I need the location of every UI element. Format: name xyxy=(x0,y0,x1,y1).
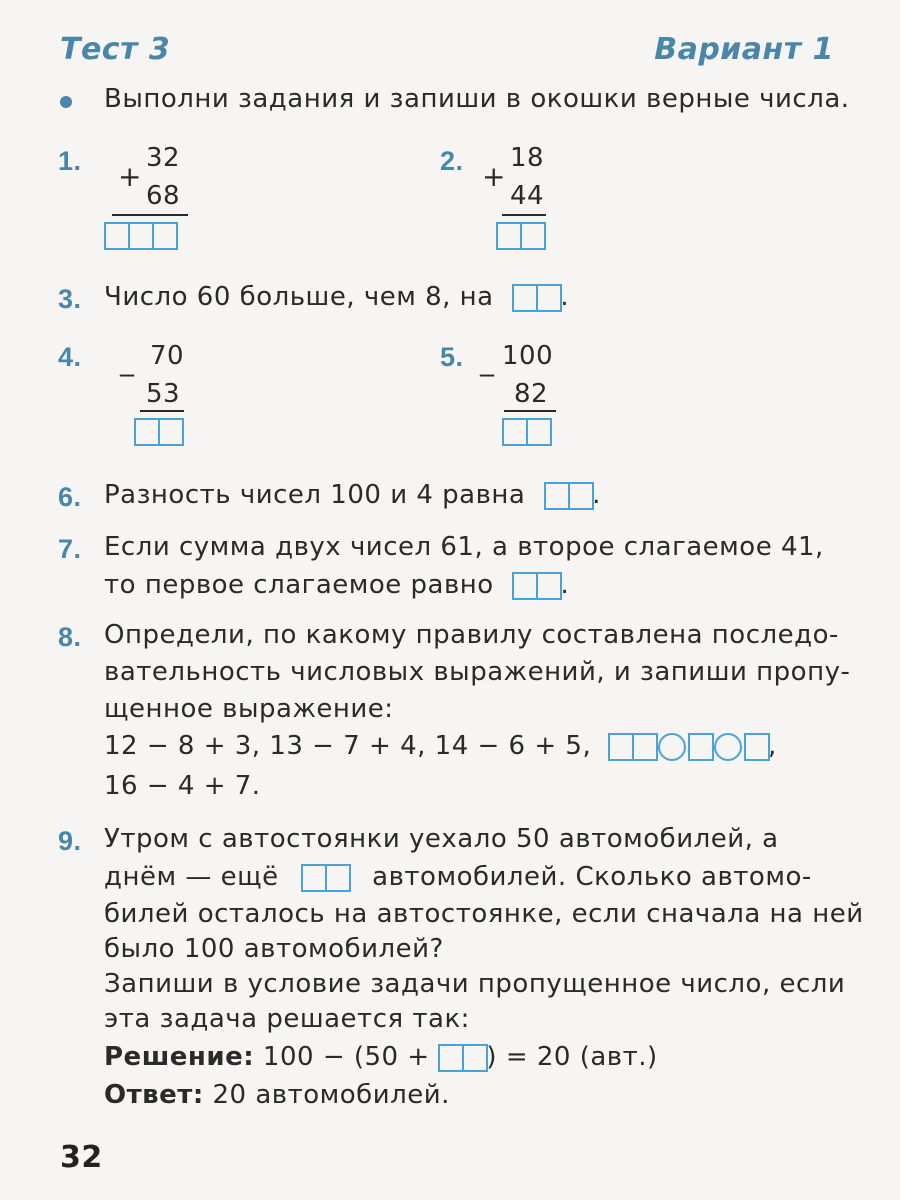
task-9-answer-boxes[interactable] xyxy=(301,864,349,892)
answer-box[interactable] xyxy=(496,222,522,250)
task-2-number: 2. xyxy=(440,146,464,176)
task-2-answer-boxes[interactable] xyxy=(496,222,544,250)
task-2-line xyxy=(502,214,546,216)
task-6-statement: Разность чисел 100 и 4 равна xyxy=(104,480,526,510)
task-9-line-2 xyxy=(104,862,812,892)
task-4-number: 4. xyxy=(58,342,82,372)
task-8-line-1: Определи, по какому правилу составлена последо- xyxy=(104,620,839,650)
task-7-statement: то первое слагаемое равно xyxy=(104,570,494,600)
answer-box[interactable] xyxy=(158,418,184,446)
solution-answer-boxes[interactable] xyxy=(438,1044,486,1072)
task-7-number: 7. xyxy=(58,534,82,564)
task-7-answer-boxes[interactable] xyxy=(512,572,560,600)
page-number: 32 xyxy=(60,1140,103,1175)
task-7-line-2 xyxy=(104,570,569,600)
answer-box[interactable] xyxy=(744,733,770,761)
task-9-line-1: Утром с автостоянки уехало 50 автомобилей, а xyxy=(104,824,779,854)
task-9-answer xyxy=(104,1080,450,1110)
solution-part-b: ) = 20 (авт.) xyxy=(486,1042,658,1072)
answer-box[interactable] xyxy=(152,222,178,250)
bullet-icon xyxy=(60,96,72,108)
solution-label: Решение: xyxy=(104,1042,255,1072)
solution-part-a: 100 − (50 + xyxy=(262,1042,430,1072)
task-6-number: 6. xyxy=(58,482,82,512)
task-1-b: 68 xyxy=(146,181,181,211)
answer-box[interactable] xyxy=(104,222,130,250)
task-8-sequence xyxy=(104,731,777,761)
answer-box[interactable] xyxy=(632,733,658,761)
task-9-number: 9. xyxy=(58,826,82,856)
answer-box[interactable] xyxy=(512,572,538,600)
task-6-period: . xyxy=(592,480,601,510)
answer-box[interactable] xyxy=(438,1044,464,1072)
task-9-solution xyxy=(104,1042,658,1072)
task-9-line-2a: днём — ещё xyxy=(104,862,279,892)
task-8-seq-text: 12 − 8 + 3, 13 − 7 + 4, 14 − 6 + 5, xyxy=(104,731,592,761)
task-8-line-2: вательность числовых выражений, и запиши пропу- xyxy=(104,657,851,687)
task-8-number: 8. xyxy=(58,622,82,652)
answer-text: 20 автомобилей. xyxy=(212,1080,450,1110)
task-6-text xyxy=(104,480,601,510)
answer-box[interactable] xyxy=(536,284,562,312)
task-8-last: 16 − 4 + 7. xyxy=(104,771,261,801)
task-3-number: 3. xyxy=(58,284,82,314)
task-5-b: 82 xyxy=(514,379,549,409)
answer-box[interactable] xyxy=(608,733,634,761)
answer-box[interactable] xyxy=(301,864,327,892)
task-2-b: 44 xyxy=(510,181,545,211)
task-4-line xyxy=(140,410,184,412)
test-title: Тест 3 xyxy=(60,32,171,67)
answer-box[interactable] xyxy=(128,222,154,250)
task-5-operator: _ xyxy=(480,344,495,377)
task-5-a: 100 xyxy=(502,341,554,371)
task-7-period: . xyxy=(560,570,570,600)
task-7-line-1: Если сумма двух чисел 61, а второе слагаемое 41, xyxy=(104,532,824,562)
answer-box[interactable] xyxy=(526,418,552,446)
operator-circle[interactable] xyxy=(658,733,686,761)
task-5-line xyxy=(504,410,556,412)
task-4-a: 70 xyxy=(150,341,185,371)
answer-label: Ответ: xyxy=(104,1080,204,1110)
task-9-line-4: было 100 автомобилей? xyxy=(104,934,444,964)
task-9-line-3: билей осталось на автостоянке, если сначала на ней xyxy=(104,899,864,929)
answer-box[interactable] xyxy=(462,1044,488,1072)
answer-box[interactable] xyxy=(325,864,351,892)
task-3-answer-boxes[interactable] xyxy=(512,284,560,312)
task-1-number: 1. xyxy=(58,146,82,176)
task-8-seq-comma: , xyxy=(767,731,777,761)
task-2-operator: + xyxy=(482,160,506,193)
task-3-text xyxy=(104,282,569,312)
task-9-line-6: эта задача решается так: xyxy=(104,1004,470,1034)
variant-title: Вариант 1 xyxy=(654,32,834,67)
task-4-operator: _ xyxy=(120,344,135,377)
task-9-line-2b: автомобилей. Сколько автомо- xyxy=(372,862,812,892)
task-4-answer-boxes[interactable] xyxy=(134,418,182,446)
answer-box[interactable] xyxy=(134,418,160,446)
task-3-statement: Число 60 больше, чем 8, на xyxy=(104,282,494,312)
task-5-number: 5. xyxy=(440,342,464,372)
task-1-answer-boxes[interactable] xyxy=(104,222,176,250)
answer-box[interactable] xyxy=(520,222,546,250)
task-6-answer-boxes[interactable] xyxy=(544,482,592,510)
answer-box[interactable] xyxy=(688,733,714,761)
task-3-period: . xyxy=(560,282,570,312)
instruction: Выполни задания и запиши в окошки верные числа. xyxy=(104,84,850,114)
answer-box[interactable] xyxy=(544,482,570,510)
answer-box[interactable] xyxy=(568,482,594,510)
task-8-expression-boxes[interactable] xyxy=(608,733,768,761)
answer-box[interactable] xyxy=(502,418,528,446)
operator-circle[interactable] xyxy=(714,733,742,761)
task-4-b: 53 xyxy=(146,379,181,409)
task-5-answer-boxes[interactable] xyxy=(502,418,550,446)
task-1-a: 32 xyxy=(146,143,181,173)
task-2-a: 18 xyxy=(510,143,545,173)
answer-box[interactable] xyxy=(536,572,562,600)
task-8-line-3: щенное выражение: xyxy=(104,694,394,724)
task-1-operator: + xyxy=(118,160,142,193)
answer-box[interactable] xyxy=(512,284,538,312)
task-1-line xyxy=(112,214,188,216)
task-9-line-5: Запиши в условие задачи пропущенное число, если xyxy=(104,969,846,999)
